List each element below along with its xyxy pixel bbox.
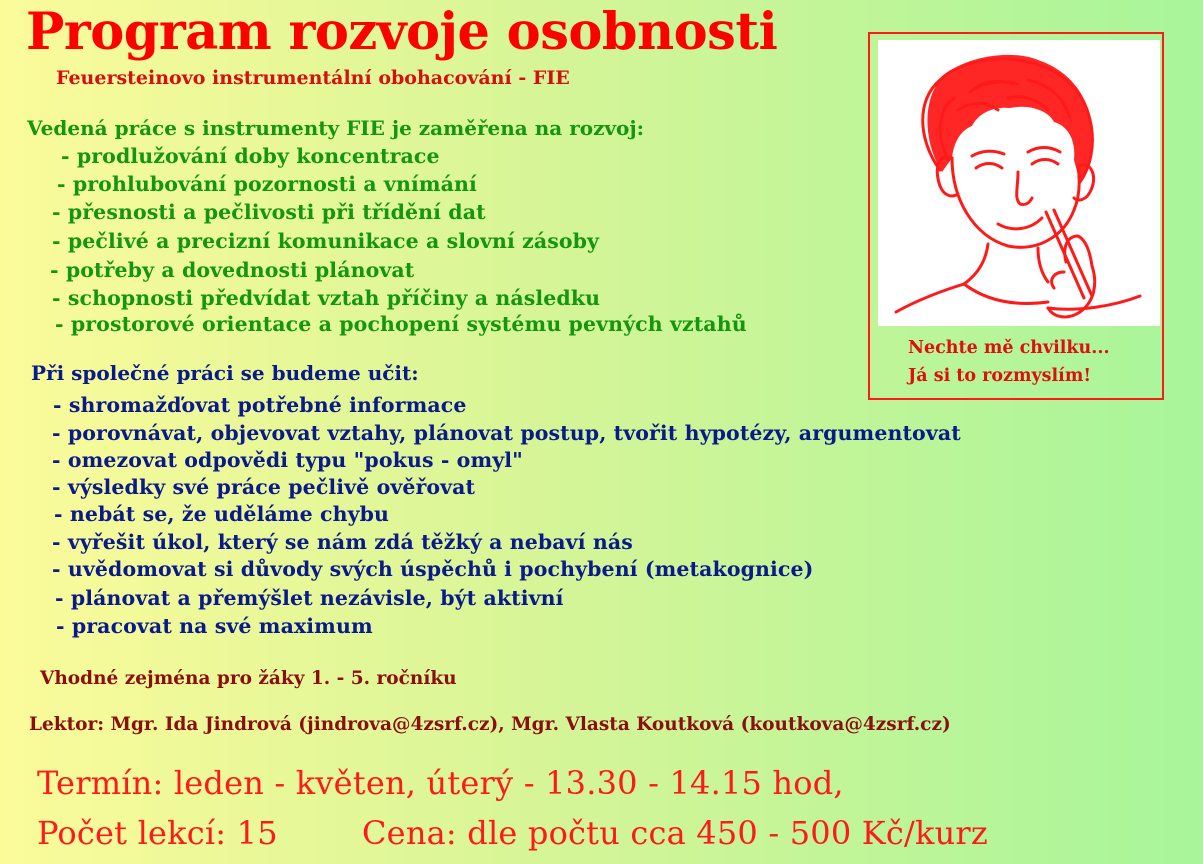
section1-item: - pečlivé a precizní komunikace a slovní zásoby	[52, 229, 600, 253]
section1-item: - potřeby a dovednosti plánovat	[50, 258, 415, 282]
lecturer-line: Lektor: Mgr. Ida Jindrová (jindrova@4zsrf.cz), Mgr. Vlasta Koutková (koutkova@4zsrf.cz)	[29, 714, 951, 735]
section2-item: - shromažďovat potřebné informace	[53, 393, 467, 417]
section2-item: - pracovat na své maximum	[56, 614, 373, 638]
caption-line2: Já si to rozmyslím!	[908, 366, 1092, 386]
page-title: Program rozvoje osobnosti	[26, 2, 778, 62]
thinking-boy-icon	[878, 40, 1160, 326]
caption-line1: Nechte mě chvilku...	[908, 338, 1110, 358]
section1-item: - prohlubování pozornosti a vnímání	[57, 172, 477, 196]
section2-heading: Při společné práci se budeme učit:	[31, 361, 419, 385]
section1-item: - schopnosti předvídat vztah příčiny a následku	[52, 286, 601, 310]
section2-item: - porovnávat, objevovat vztahy, plánovat postup, tvořit hypotézy, argumentovat	[52, 421, 961, 445]
thinking-boy-illustration	[878, 40, 1160, 326]
section2-item: - vyřešit úkol, který se nám zdá těžký a nebaví nás	[52, 530, 633, 554]
suitable-note: Vhodné zejména pro žáky 1. - 5. ročníku	[40, 668, 457, 689]
section2-item: - výsledky své práce pečlivě ověřovat	[52, 475, 476, 499]
lessons-count: Počet lekcí: 15	[37, 814, 278, 852]
section2-item: - plánovat a přemýšlet nezávisle, být aktivní	[55, 586, 564, 610]
price-line: Cena: dle počtu cca 450 - 500 Kč/kurz	[362, 814, 988, 852]
section2-item: - nebát se, že uděláme chybu	[54, 502, 390, 526]
section2-item: - uvědomovat si důvody svých úspěchů i pochybení (metakognice)	[52, 557, 814, 581]
section2-item: - omezovat odpovědi typu "pokus - omyl"	[52, 448, 523, 472]
section1-item: - prodlužování doby koncentrace	[61, 144, 440, 168]
subtitle: Feuersteinovo instrumentální obohacování - FIE	[56, 67, 570, 89]
term-line: Termín: leden - květen, úterý - 13.30 - 14.15 hod,	[37, 764, 844, 802]
section1-item: - přesnosti a pečlivosti při třídění dat	[52, 200, 486, 224]
section1-heading: Vedená práce s instrumenty FIE je zaměřena na rozvoj:	[27, 116, 645, 140]
section1-item: - prostorové orientace a pochopení systému pevných vztahů	[55, 312, 747, 336]
